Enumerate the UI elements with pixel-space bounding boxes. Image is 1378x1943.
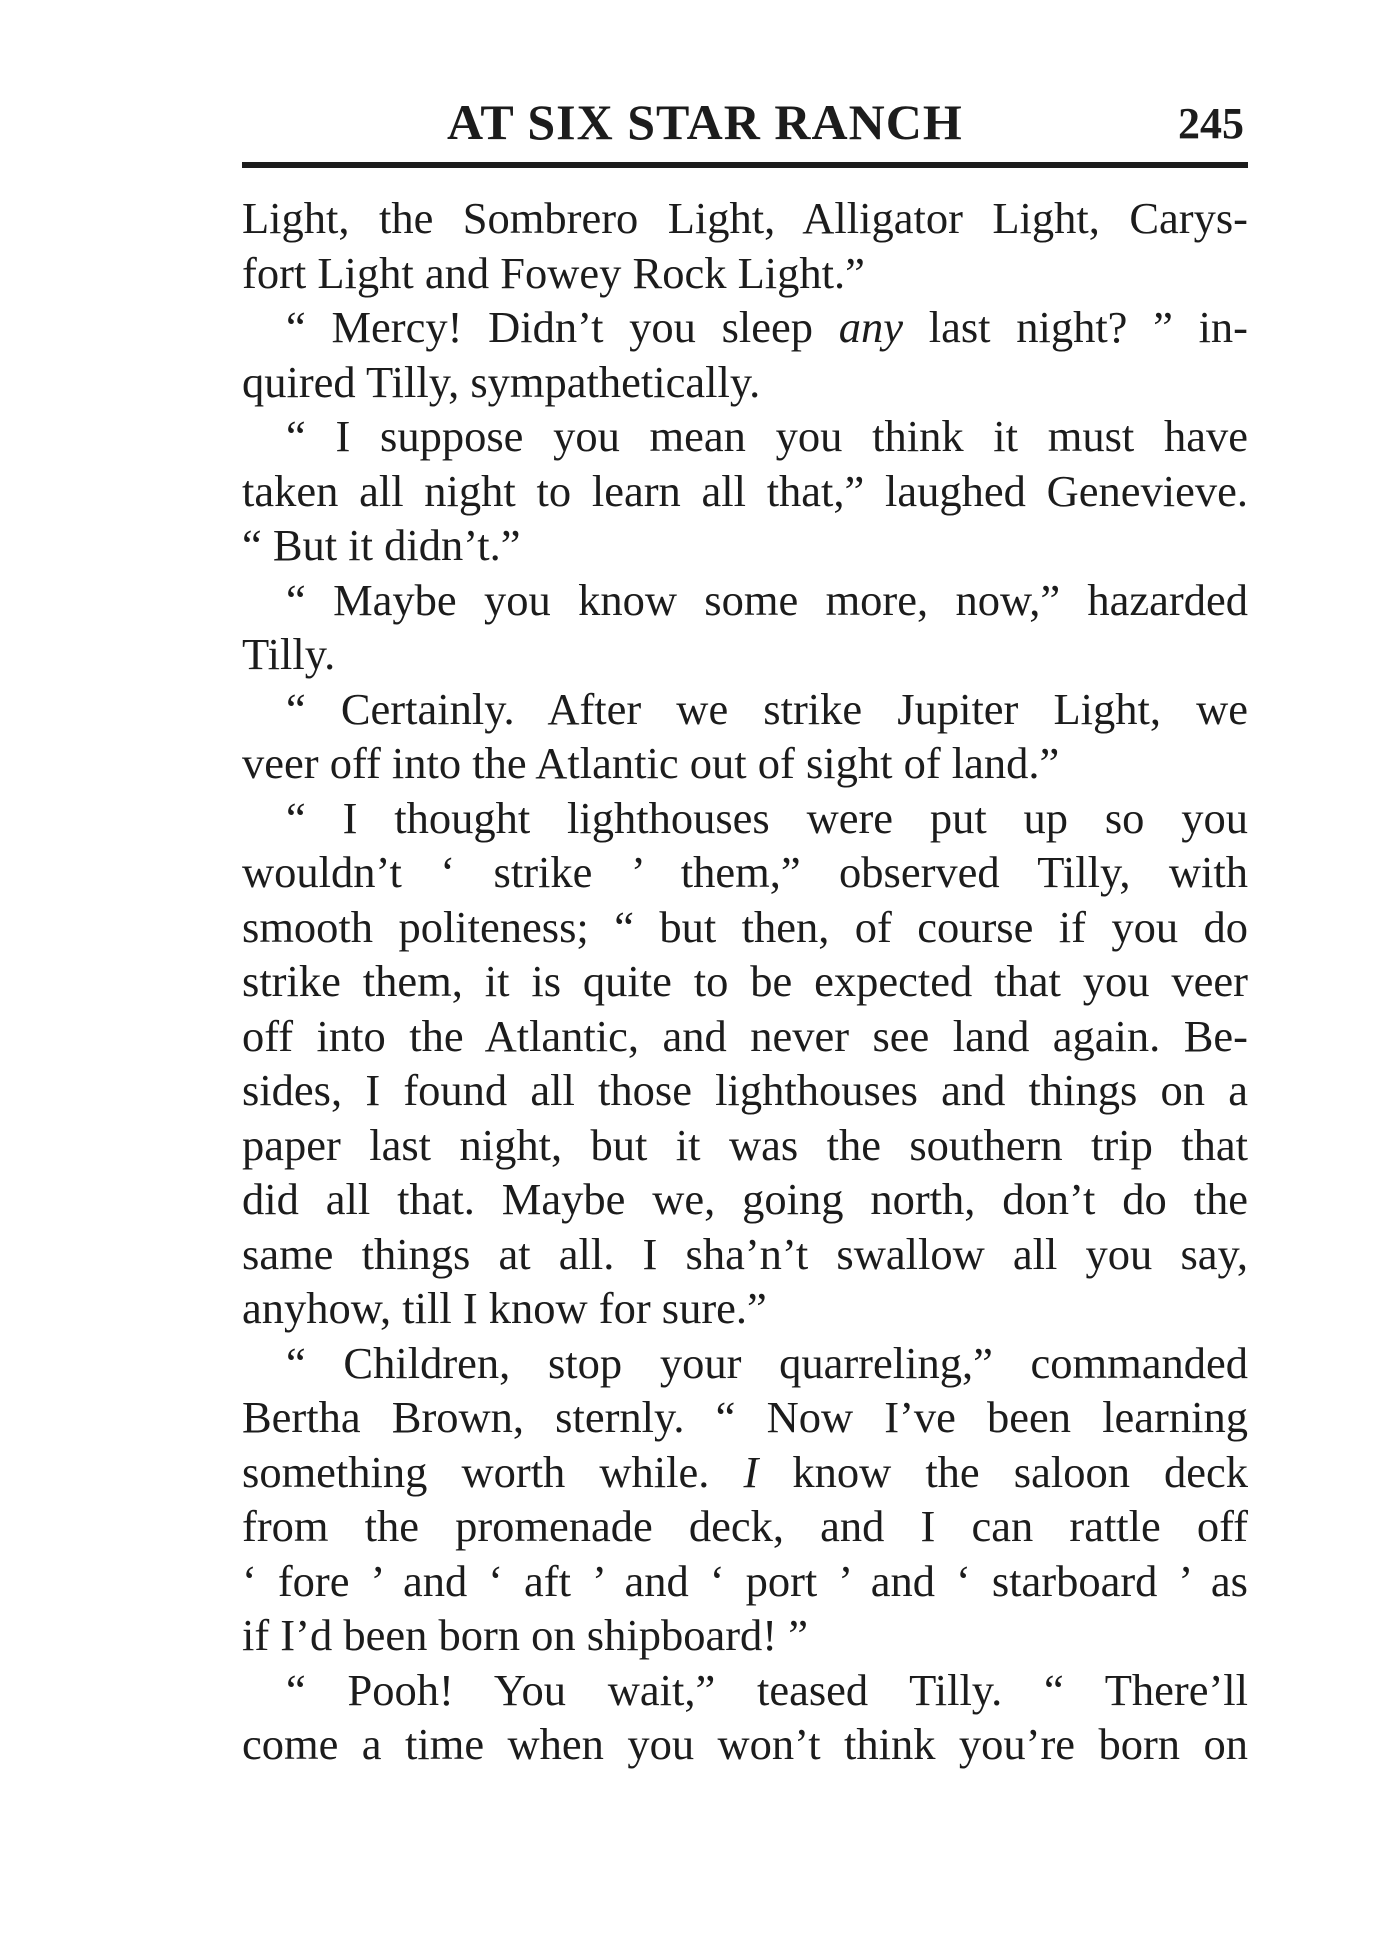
running-head (242, 92, 1248, 152)
text-line (242, 1445, 1248, 1500)
text-segment: last night? ” in- (928, 302, 1249, 352)
text-line: sides, I found all those lighthouses and things on a (242, 1065, 1248, 1115)
text-segment: “ Mercy! Didn’t you sleep (286, 302, 814, 352)
text-line: same things at all. I sha’n’t swallow all you say, (242, 1228, 1248, 1279)
text-line: veer off into the Atlantic out of sight of land.” (242, 738, 1060, 788)
header-rule (242, 162, 1248, 168)
text-line: Bertha Brown, sternly. “ Now I’ve been learning (242, 1392, 1248, 1442)
text-line: fort Light and Fowey Rock Light.” (242, 247, 865, 298)
text-line: taken all night to learn all that,” laughed Genevieve. (242, 465, 1248, 516)
text-line: if I’d been born on shipboard! ” (242, 1610, 808, 1660)
text-line: from the promenade deck, and I can rattle off (242, 1501, 1248, 1551)
body-text (242, 191, 1248, 1772)
text-line: “ Children, stop your quarreling,” commanded (286, 1337, 1248, 1388)
text-line: smooth politeness; “ but then, of course if you do (242, 901, 1248, 952)
text-line: anyhow, till I know for sure.” (242, 1283, 767, 1333)
text-line: “ But it didn’t.” (242, 520, 521, 570)
emphasis-text: any (838, 302, 904, 352)
text-segment: something worth while. (242, 1446, 710, 1497)
text-line: quired Tilly, sympathetically. (242, 356, 761, 407)
text-line: did all that. Maybe we, going north, don’t do the (242, 1174, 1248, 1224)
text-line: come a time when you won’t think you’re born on (242, 1719, 1248, 1769)
text-line: Light, the Sombrero Light, Alligator Light, Carys- (242, 193, 1248, 243)
text-line: “ Pooh! You wait,” teased Tilly. “ There’ll (286, 1664, 1248, 1715)
page-number: 245 (1178, 99, 1244, 148)
text-line: paper last night, but it was the southern trip that (242, 1119, 1248, 1170)
text-line (242, 300, 1248, 355)
text-line: Tilly. (242, 629, 336, 679)
text-line: “ I suppose you mean you think it must have (286, 411, 1248, 461)
text-segment: know the saloon deck (792, 1446, 1249, 1497)
text-line: wouldn’t ‘ strike ’ them,” observed Tilly, with (242, 847, 1248, 897)
text-line: off into the Atlantic, and never see land again. Be- (242, 1010, 1248, 1061)
text-line: “ Maybe you know some more, now,” hazarded (286, 574, 1248, 625)
text-line: strike them, it is quite to be expected that you veer (242, 956, 1248, 1006)
text-line: “ I thought lighthouses were put up so you (286, 792, 1248, 843)
text-line: ‘ fore ’ and ‘ aft ’ and ‘ port ’ and ‘ starboard ’ as (242, 1555, 1248, 1606)
emphasis-text: I (743, 1446, 759, 1497)
text-line: “ Certainly. After we strike Jupiter Light, we (286, 683, 1248, 734)
running-title: AT SIX STAR RANCH (447, 94, 963, 150)
